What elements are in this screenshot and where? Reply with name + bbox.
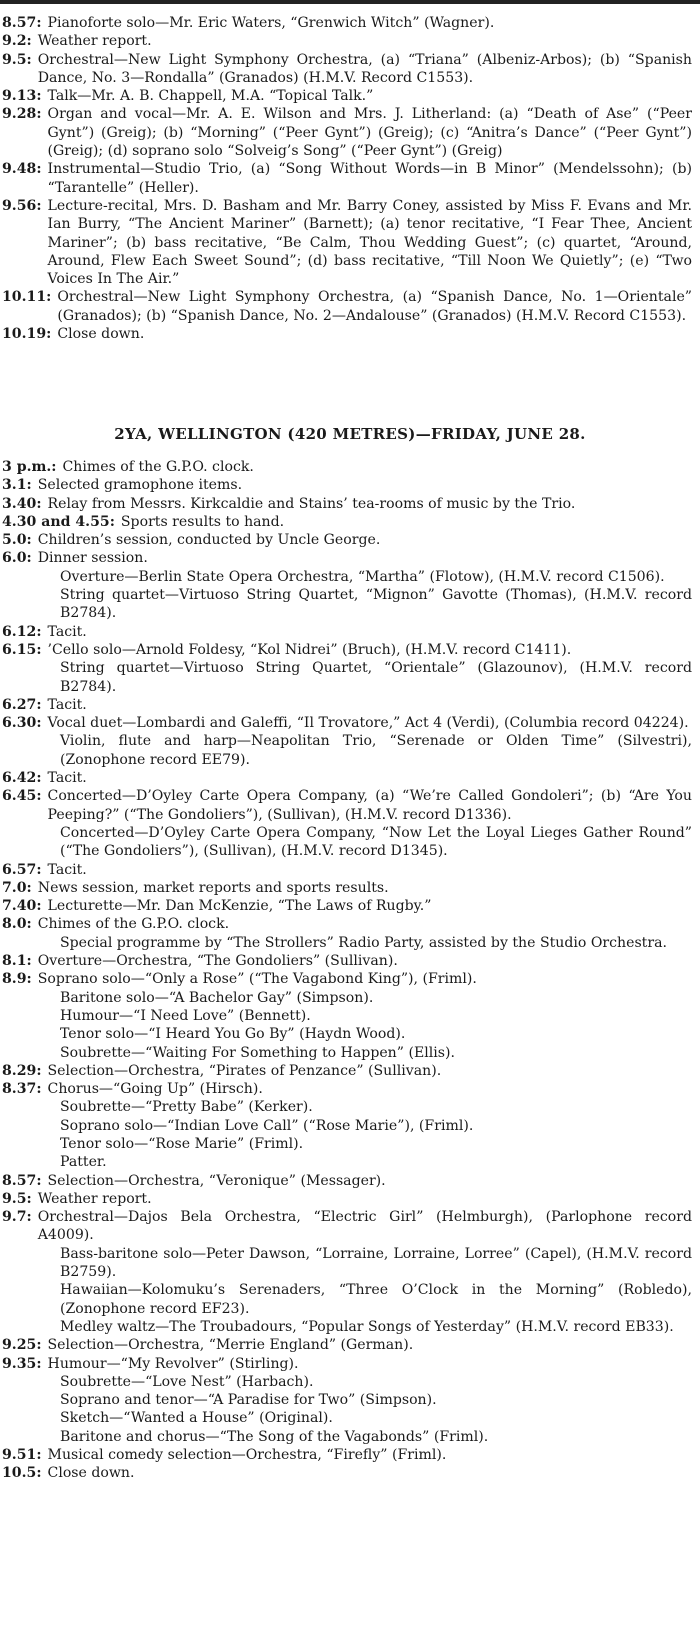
programme-entry — [2, 14, 692, 32]
entry-text: Weather report. — [37, 33, 152, 50]
programme-entry — [2, 952, 692, 970]
programme-sub-item: Soubrette—“Pretty Babe” (Kerker). — [60, 1099, 313, 1116]
entry-time: 9.13: — [2, 88, 42, 105]
entry-time: 10.11: — [2, 289, 52, 306]
programme-sub-item: Special programme by “The Strollers” Radio Party, assisted by the Studio Orchestra. — [60, 934, 667, 951]
entry-time: 7.40: — [2, 898, 42, 915]
programme-entry — [2, 861, 692, 879]
entry-time: 8.57: — [2, 15, 42, 31]
programme-sub-item: Bass-baritone solo—Peter Dawson, “Lorraine, Lorraine, Lorree” (Capel), (H.M.V. record B2759). — [60, 1245, 692, 1281]
programme-entry — [2, 787, 692, 824]
entry-text: Tacit. — [47, 623, 87, 640]
entry-time: 9.28: — [2, 106, 42, 123]
entry-text: Chimes of the G.P.O. clock. — [37, 916, 230, 933]
entry-time: 3.1: — [2, 477, 32, 494]
entry-text: Tacit. — [47, 696, 87, 713]
entry-time: 9.25: — [2, 1337, 42, 1354]
entry-time: 9.7: — [2, 1209, 32, 1226]
entry-text: Orchestral—New Light Symphony Orchestra, (a) “Spanish Dance, No. 1—Orientale” (Granados); (b) “Spanish Dance, No. 2—Andalouse” (Granados) (H.M.V. Record C1553). — [57, 289, 692, 324]
programme-entry — [2, 696, 692, 714]
programme-sub-item: Tenor solo—“I Heard You Go By” (Haydn Wood). — [60, 1026, 406, 1043]
programme-entry — [2, 1355, 692, 1373]
programme-sub-item: Medley waltz—The Troubadours, “Popular Songs of Yesterday” (H.M.V. record EB33). — [60, 1318, 674, 1335]
programme-entry — [2, 32, 692, 50]
entry-text: Close down. — [57, 326, 145, 343]
section-2 — [2, 458, 692, 1483]
programme-entry — [2, 1464, 692, 1482]
entry-time: 8.0: — [2, 916, 32, 933]
programme-sub-item: Sketch—“Wanted a House” (Original). — [60, 1410, 333, 1427]
entry-text: Tacit. — [47, 770, 87, 787]
entry-time: 9.5: — [2, 51, 32, 68]
programme-entry — [2, 714, 692, 732]
entry-text: Orchestral—New Light Symphony Orchestra, (a) “Triana” (Albeniz-Arbos); (b) “Spanish Dance, No. 3—Rondalla” (Granados) (H.M.V. Record C1553). — [37, 51, 692, 86]
programme-sub-item: Baritone solo—“A Bachelor Gay” (Simpson). — [60, 989, 374, 1006]
entry-text: Organ and vocal—Mr. A. E. Wilson and Mrs. J. Litherland: (a) “Death of Ase” (“Peer Gynt”) (Greig); (b) “Morning” (“Peer Gynt”) (Greig); (c) “Anitra’s Dance” (“Peer Gynt”) (Greig); (d) soprano solo “Solveig’s Song” (“Peer Gynt”) (Greig) — [47, 106, 692, 160]
entry-text: Soprano solo—“Only a Rose” (“The Vagabond King”), (Friml). — [37, 971, 477, 988]
programme-sub-item: Soubrette—“Waiting For Something to Happen” (Ellis). — [60, 1044, 455, 1061]
programme-entry — [2, 970, 692, 988]
programme-sub-item: Soubrette—“Love Nest” (Harbach). — [60, 1373, 314, 1390]
entry-text: Chimes of the G.P.O. clock. — [62, 459, 254, 475]
programme-entry — [2, 458, 692, 476]
programme-sub-item: Overture—Berlin State Opera Orchestra, “Martha” (Flotow), (H.M.V. record C1506). — [60, 568, 665, 585]
entry-text: Overture—Orchestra, “The Gondoliers” (Sullivan). — [37, 953, 398, 970]
programme-entry — [2, 879, 692, 897]
programme-entry — [2, 641, 692, 659]
programme-entry — [2, 1080, 692, 1098]
programme-entry — [2, 769, 692, 787]
entry-text: Dinner session. — [37, 550, 148, 567]
entry-time: 8.57: — [2, 1172, 42, 1189]
entry-time: 9.2: — [2, 33, 32, 50]
entry-time: 10.5: — [2, 1465, 42, 1482]
entry-time: 9.5: — [2, 1190, 32, 1207]
programme-entry — [2, 288, 692, 325]
entry-time: 6.27: — [2, 696, 42, 713]
programme-entry — [2, 197, 692, 288]
entry-text: Sports results to hand. — [120, 513, 285, 530]
programme-sub-item: Concerted—D’Oyley Carte Opera Company, “Now Let the Loyal Lieges Gather Round” (“The Gondoliers”), (Sullivan), (H.M.V. record D1345). — [60, 824, 692, 860]
entry-text: Relay from Messrs. Kirkcaldie and Stains’ tea-rooms of music by the Trio. — [47, 495, 576, 512]
entry-text: Selected gramophone items. — [37, 477, 243, 494]
entry-time: 8.1: — [2, 953, 32, 970]
entry-time: 6.42: — [2, 770, 42, 787]
entry-text: Selection—Orchestra, “Merrie England” (German). — [47, 1337, 414, 1354]
entry-time: 4.30 and 4.55: — [2, 513, 115, 530]
programme-entry — [2, 87, 692, 105]
entry-text: Selection—Orchestra, “Pirates of Penzance” (Sullivan). — [47, 1062, 442, 1079]
entry-text: Weather report. — [37, 1190, 152, 1207]
entry-text: Selection—Orchestra, “Veronique” (Messager). — [47, 1172, 386, 1189]
entry-text: Chorus—“Going Up” (Hirsch). — [47, 1081, 263, 1098]
programme-sub-item: Hawaiian—Kolomuku’s Serenaders, “Three O’Clock in the Morning” (Robledo), (Zonophone record EF23). — [60, 1282, 692, 1317]
programme-entry — [2, 531, 692, 549]
entry-time: 5.0: — [2, 532, 32, 549]
programme-entry — [2, 105, 692, 160]
entry-time: 9.51: — [2, 1447, 42, 1464]
entry-time: 6.57: — [2, 861, 42, 878]
entry-time: 3.40: — [2, 495, 42, 512]
programme-entry — [2, 51, 692, 88]
programme-entry — [2, 623, 692, 641]
entry-text: Vocal duet—Lombardi and Galeffi, “Il Trovatore,” Act 4 (Verdi), (Columbia record 04224). — [47, 715, 689, 732]
entry-time: 7.0: — [2, 879, 32, 896]
entry-text: Lecturette—Mr. Dan McKenzie, “The Laws of Rugby.” — [47, 898, 432, 915]
programme-entry — [2, 1190, 692, 1208]
programme-sub-item: Soprano solo—“Indian Love Call” (“Rose Marie”), (Friml). — [60, 1117, 474, 1134]
programme-entry — [2, 513, 692, 531]
entry-time: 8.29: — [2, 1062, 42, 1079]
entry-text: Humour—“My Revolver” (Stirling). — [47, 1355, 299, 1372]
station-heading: 2YA, WELLINGTON (420 METRES)—FRIDAY, JUNE 28. — [114, 425, 586, 443]
entry-text: Tacit. — [47, 861, 87, 878]
entry-text: Pianoforte solo—Mr. Eric Waters, “Grenwich Witch” (Wagner). — [47, 15, 495, 31]
entry-time: 8.9: — [2, 971, 32, 988]
programme-sub-item: Violin, flute and harp—Neapolitan Trio, “Serenade or Olden Time” (Silvestri), (Zonophone record EE79). — [60, 733, 692, 768]
programme-entry — [2, 1336, 692, 1354]
programme-entry — [2, 1062, 692, 1080]
programme-entry — [2, 897, 692, 915]
programme-sub-item: Humour—“I Need Love” (Bennett). — [60, 1007, 311, 1024]
programme-entry — [2, 476, 692, 494]
programme-entry — [2, 1446, 692, 1464]
programme-entry — [2, 325, 692, 343]
entry-text: Children’s session, conducted by Uncle George. — [37, 532, 381, 549]
programme-entry — [2, 1172, 692, 1190]
programme-sub-item: Baritone and chorus—“The Song of the Vagabonds” (Friml). — [60, 1428, 489, 1445]
entry-time: 6.12: — [2, 623, 42, 640]
entry-text: Talk—Mr. A. B. Chappell, M.A. “Topical Talk.” — [47, 88, 374, 105]
programme-sub-item: Tenor solo—“Rose Marie” (Friml). — [60, 1135, 304, 1152]
entry-time: 6.30: — [2, 715, 42, 732]
entry-text: Close down. — [47, 1465, 135, 1482]
programme-entry — [2, 915, 692, 933]
entry-time: 10.19: — [2, 326, 52, 343]
programme-entry — [2, 495, 692, 513]
entry-time: 9.48: — [2, 161, 42, 178]
entry-text: Musical comedy selection—Orchestra, “Firefly” (Friml). — [47, 1447, 447, 1464]
entry-text: ’Cello solo—Arnold Foldesy, “Kol Nidrei” (Bruch), (H.M.V. record C1411). — [47, 641, 572, 658]
entry-time: 3 p.m.: — [2, 459, 57, 475]
programme-sub-item: Soprano and tenor—“A Paradise for Two” (Simpson). — [60, 1392, 437, 1409]
entry-text: Instrumental—Studio Trio, (a) “Song Without Words—in B Minor” (Mendelssohn); (b) “Tarantelle” (Heller). — [47, 161, 692, 196]
entry-time: 6.0: — [2, 550, 32, 567]
section-1 — [2, 14, 692, 343]
entry-time: 9.35: — [2, 1355, 42, 1372]
programme-entry — [2, 1208, 692, 1245]
programme-entry — [2, 160, 692, 197]
top-rule — [0, 0, 700, 4]
entry-text: Lecture-recital, Mrs. D. Basham and Mr. Barry Coney, assisted by Miss F. Evans and Mr. Ian Burry, “The Ancient Mariner” (Barnett); (a) tenor recitative, “I Fear Thee, Ancient Mariner”; (b) bass recitative, “Be Calm, Thou Wedding Guest”; (c) quartet, “Around, Around, Flew Each Sweet Sound”; (d) bass recitative, “Till Noon We Quietly”; (e) “Two Voices In The Air.” — [47, 197, 692, 288]
programme-sub-item: Patter. — [60, 1154, 107, 1171]
programme-entry — [2, 549, 692, 567]
programme-sub-item: String quartet—Virtuoso String Quartet, “Mignon” Gavotte (Thomas), (H.M.V. record B2784). — [60, 587, 692, 622]
entry-time: 9.56: — [2, 197, 42, 214]
entry-time: 8.37: — [2, 1081, 42, 1098]
entry-text: News session, market reports and sports results. — [37, 879, 389, 896]
entry-time: 6.45: — [2, 788, 42, 805]
entry-time: 6.15: — [2, 641, 42, 658]
programme-sub-item: String quartet—Virtuoso String Quartet, “Orientale” (Glazounov), (H.M.V. record B2784). — [60, 660, 692, 695]
entry-text: Concerted—D’Oyley Carte Opera Company, (a) “We’re Called Gondoleri”; (b) “Are You Peeping?” (“The Gondoliers”), (Sullivan), (H.M.V. record D1336). — [47, 788, 692, 823]
entry-text: Orchestral—Dajos Bela Orchestra, “Electric Girl” (Helmburgh), (Parlophone record A4009). — [37, 1209, 692, 1244]
